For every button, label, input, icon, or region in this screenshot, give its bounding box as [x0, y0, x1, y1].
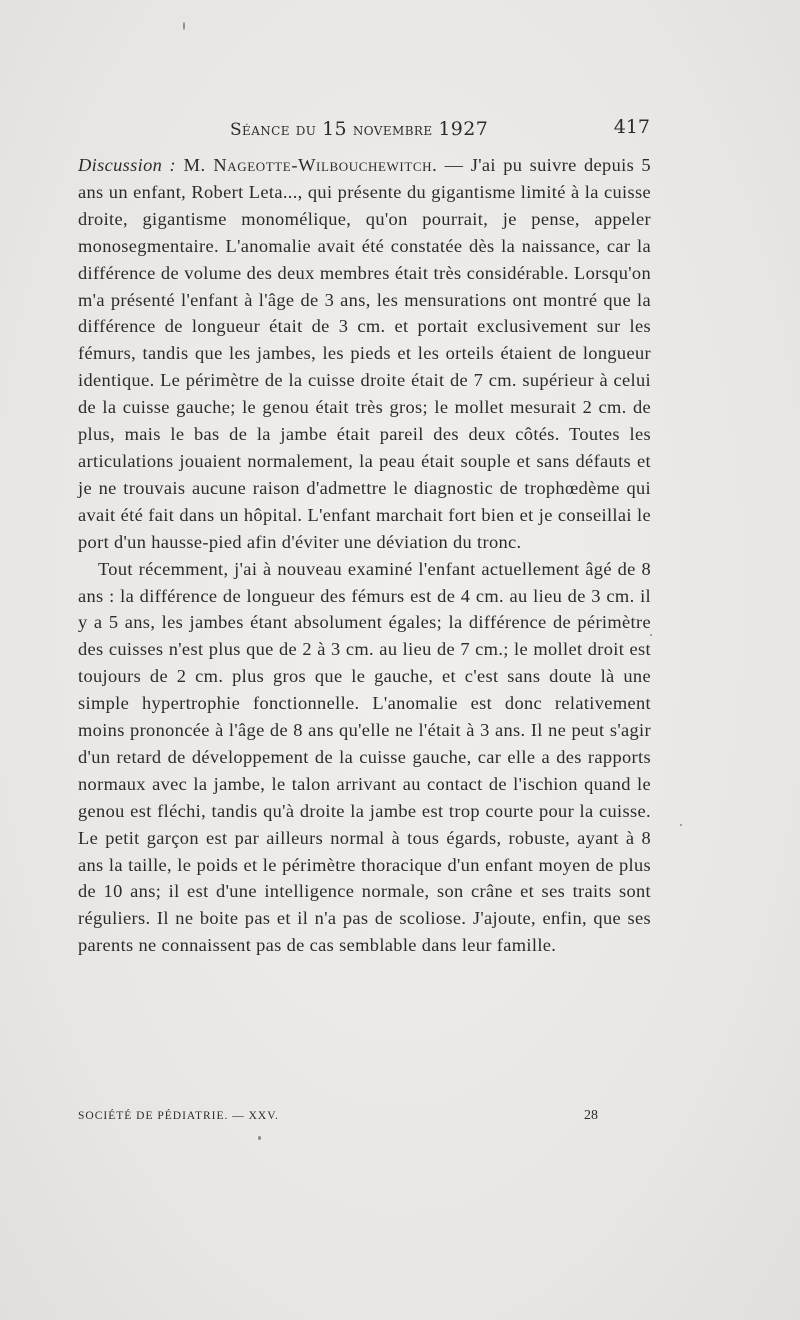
session-month: novembre	[347, 120, 439, 140]
session-year: 1927	[438, 118, 489, 140]
page-number: 417	[613, 116, 650, 138]
discussion-lead: Discussion :	[78, 155, 177, 175]
signature-mark: SOCIÉTÉ DE PÉDIATRIE. — XXV.	[78, 1110, 279, 1122]
running-header	[230, 118, 650, 146]
signature-footer	[78, 1108, 598, 1128]
sheet-number: 28	[584, 1108, 598, 1123]
speck-3	[680, 824, 682, 826]
paragraph-1-text: — J'ai pu suivre depuis 5 ans un enfant, Robert Leta..., qui présente du gigantisme limité à la cuisse droite, gigantisme monomélique, qu'on pourrait, je pense, appeler monosegmentaire. L'anomalie avait été constatée dès la naissance, car la différence de volume des deux membres était très considérable. Lorsqu'on m'a présenté l'enfant à l'âge de 3 ans, les mensurations ont montré que la différence de longueur était de 3 cm. et portait exclusivement sur les fémurs, tandis que les jambes, les pieds et les orteils étaient de longueur identique. Le périmètre de la cuisse droite était de 7 cm. supérieur à celui de la cuisse gauche; le genou était très gros; le mollet mesurait 2 cm. de plus, mais le bas de la jambe était pareil des deux côtés. Toutes les articulations jouaient normalement, la peau était souple et sans défauts et je ne trouvais aucune raison d'admettre le diagnostic de trophœdème qui avait été fait dans un hôpital. L'enfant marchait fort bien et je conseillai le port d'un hausse-pied afin d'éviter une déviation du tronc.	[78, 155, 651, 552]
speck-4	[650, 634, 652, 636]
paragraph-followup: Tout récemment, j'ai à nouveau examiné l'enfant actuellement âgé de 8 ans : la différence de longueur des fémurs est de 4 cm. au lieu de 3 cm. il y a 5 ans, les jambes étant absolument égales; la différence de périmètre des cuisses n'est plus que de 2 à 3 cm. au lieu de 7 cm.; le mollet droit est toujours de 2 cm. plus gros que le gauche, et c'est sans doute là une simple hypertrophie fonctionnelle. L'anomalie est donc relativement moins prononcée à l'âge de 8 ans qu'elle ne l'était à 3 ans. Il ne peut s'agir d'un retard de développement de la cuisse gauche, car elle a des rapports normaux avec la jambe, le talon arrivant au contact de l'ischion quand le genou est fléchi, tandis qu'à droite la jambe est trop courte pour la cuisse. Le petit garçon est par ailleurs normal à tous égards, robuste, ayant à 8 ans la taille, le poids et le périmètre thoracique d'un enfant moyen de plus de 10 ans; il est d'une intelligence normale, son crâne et ses traits sont réguliers. Il ne boite pas et il n'a pas de scoliose. J'ajoute, enfin, que ses parents ne connaissent pas de cas semblable dans leur famille.	[78, 558, 651, 956]
session-title	[230, 118, 488, 140]
session-title-word: éance du	[242, 120, 323, 140]
speaker-name: M. Nageotte-Wilbouchewitch.	[176, 155, 438, 175]
session-day: 15	[322, 118, 348, 140]
paragraph-discussion	[78, 152, 651, 556]
speck-1	[183, 22, 185, 30]
body-text	[78, 152, 651, 959]
session-title-initial: S	[230, 120, 243, 140]
speck-2	[258, 1136, 261, 1140]
